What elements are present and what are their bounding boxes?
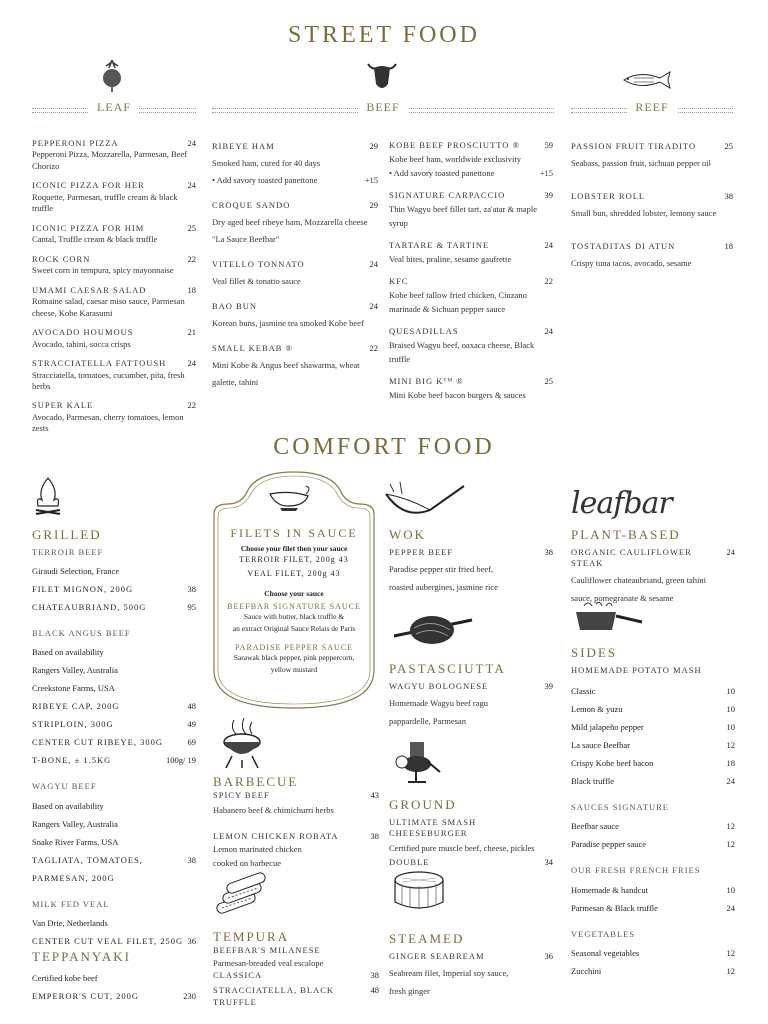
menu-item: STRACCIATELLA, BLACK TRUFFLE 48 (213, 985, 379, 1007)
grilled-title: GRILLED (32, 527, 102, 542)
pasta-section (389, 660, 553, 730)
menu-item: RIBEYE HAM 29 Smoked ham, cured for 40 days • Add savory toasted panettone +15 (212, 141, 378, 185)
menu-item: UMAMI CAESAR SALAD 18 Romaine salad, caesar miso sauce, Parmesan cheese, Kobe Karasumi (32, 284, 196, 318)
ground-title: GROUND (389, 797, 457, 812)
tempura-sub: BEEFBAR'S MILANESE (213, 944, 321, 955)
grill-icon (220, 716, 264, 768)
menu-item: PEPPERONI PIZZA 24 Pepperoni Pizza, Mozzarella, Parmesan, Beef Chorizo (32, 138, 196, 171)
street-food-title: STREET FOOD (288, 22, 480, 48)
wok-title: WOK (389, 527, 427, 542)
frying-pan-icon (572, 600, 644, 636)
note: Rangers Valley, Australia (32, 665, 118, 676)
item-desc: Certified pure muscle beef, cheese, pickles (389, 843, 535, 854)
filets-title: FILETS IN SAUCE (230, 526, 358, 540)
wok-icon (380, 480, 466, 522)
menu-line: RIBEYE CAP, 200G 48 (32, 701, 196, 712)
menu-item: ULTIMATE SMASH CHEESEBURGER (389, 816, 477, 839)
plant-title: PLANT-BASED (571, 527, 681, 542)
menu-item: SPICY BEEF 43 (213, 789, 379, 800)
item-desc: Habanero beef & chimichurri herbs (213, 805, 334, 816)
menu-item: AVOCADO HOUMOUS 21 Avocado, tahini, socca crisps (32, 327, 196, 349)
campfire-icon (32, 476, 64, 516)
reef-column (571, 138, 733, 280)
leafbar-logo: leafbar (571, 486, 672, 521)
menu-item: ROCK CORN 22 Sweet corn in tempura, spicy mayonnaise (32, 253, 196, 276)
beef-column-2 (389, 138, 553, 410)
fish-icon (620, 70, 672, 90)
menu-line: STRIPLOIN, 300G 49 (32, 719, 196, 730)
menu-item: MINI BIG Kᵀᴹ ® 25 Mini Kobe beef bacon burgers & sauces (389, 376, 553, 401)
menu-line: Paradise pepper sauce 12 (571, 839, 735, 850)
subheading: VEGETABLES (571, 928, 636, 939)
item-desc: Cauliflower chateaubriand, green tahini (571, 575, 706, 586)
beef-heading: BEEF (212, 100, 554, 120)
note: Giraudi Selection, France (32, 566, 120, 577)
subheading: BLACK ANGUS BEEF (32, 628, 131, 639)
menu-item: PASSION FRUIT TIRADITO 25 Seabass, passion fruit, sichuan pepper oil (571, 141, 733, 168)
item-desc: Homemade Wagyu beef ragu (389, 698, 488, 709)
menu-item: CROQUE SANDO 29 Dry aged beef ribeye ham, Mozzarella cheese "La Sauce Beefbar" (212, 200, 378, 244)
filets-note: Choose your filet then your sauce (240, 544, 348, 553)
note: Van Drie, Netherlands (32, 918, 108, 929)
menu-line: Zucchini 12 (571, 966, 735, 977)
note: Snake River Farms, USA (32, 836, 119, 847)
note: Certified kobe beef (32, 972, 98, 983)
item-desc: roasted aubergines, jasmine rice (389, 582, 498, 593)
menu-item: LOBSTER ROLL 38 Small bun, shredded lobster, lemony sauce (571, 191, 733, 218)
beef-column-1 (212, 138, 378, 399)
menu-item: GINGER SEABREAM 36 (389, 950, 553, 961)
sides-title: SIDES (571, 645, 618, 660)
teppanyaki-title: TEPPANYAKI (32, 949, 131, 964)
menu-item: ICONIC PIZZA FOR HIM 25 Cantal, Truffle cream & black truffle (32, 222, 196, 245)
filets-section (214, 526, 374, 676)
menu-item: TARTARE & TARTINE 24 Veal bites, praline, sesame gaufrette (389, 240, 553, 265)
menu-item: ICONIC PIZZA FOR HER 24 Roquette, Parmesan, truffle cream & black truffle (32, 180, 196, 214)
menu-item: SUPER KALE 22 Avocado, Parmesan, cherry tomatoes, lemon zests (32, 400, 196, 434)
menu-item: SIGNATURE CARPACCIO 39 Thin Wagyu beef fillet tart, za'atar & maple syrup (389, 190, 553, 229)
sauce-desc: an extract Original Sauce Relais de Paris (232, 624, 356, 633)
menu-line: CHATEAUBRIAND, 500G 95 (32, 602, 196, 613)
item-desc: fresh ginger (389, 986, 430, 997)
sauce-desc: Sauce with butter, black truffle & (243, 612, 345, 621)
note: Based on availability (32, 800, 104, 811)
menu-line: Homemade & handcut 10 (571, 884, 735, 895)
menu-item: KFC 22 Kobe beef tallow fried chicken, Cinzano marinade & Sichuan pepper sauce (389, 276, 553, 315)
menu-line: EMPEROR'S CUT, 200G 230 (32, 990, 196, 1001)
tempura-icon (212, 872, 268, 920)
subheading: HOMEMADE POTATO MASH (571, 664, 702, 675)
menu-line: La sauce Beefbar 12 (571, 740, 735, 751)
menu-line: FILET MIGNON, 200G 38 (32, 584, 196, 595)
sauce-title: PARADISE PEPPER SAUCE (234, 643, 354, 652)
menu-line: Black truffle 24 (571, 776, 735, 787)
menu-item: STRACCIATELLA FATTOUSH 24 Stracciatella, tomatoes, cucumber, pita, fresh herbs (32, 358, 196, 391)
barbecue-title: BARBECUE (213, 774, 299, 789)
steamed-section (389, 930, 553, 1000)
barbecue-section (213, 773, 379, 870)
sauce-note: Choose your sauce (264, 589, 324, 598)
subheading: SAUCES SIGNATURE (571, 802, 669, 813)
meat-grinder-icon (392, 738, 442, 784)
menu-line: Seasonal vegetables 12 (571, 948, 735, 959)
pasta-title: PASTASCIUTTA (389, 661, 506, 676)
plant-section (571, 526, 735, 607)
note: Based on availability (32, 647, 104, 658)
menu-line: TAGLIATA, TOMATOES, PARMESAN, 200G 38 (32, 854, 196, 883)
sauce-desc: yellow mustard (270, 665, 318, 674)
sauce-title: BEEFBAR SIGNATURE SAUCE (227, 602, 361, 611)
wok-section (389, 526, 553, 596)
menu-item: PEPPER BEEF 38 (389, 546, 553, 557)
tempura-section (213, 928, 379, 1008)
grilled-section (32, 526, 196, 950)
menu-item: TOSTADITAS DI ATUN 18 Crispy tuna tacos, avocado, sesame (571, 241, 733, 268)
item-desc: cooked on barbecue (213, 858, 281, 869)
menu-item: SMALL KEBAB ® 22 Mini Kobe & Angus beef shawarma, wheat galette, tahini (212, 343, 378, 387)
bull-head-icon (366, 58, 398, 94)
item-desc: Parmesan-breaded veal escalope (213, 958, 324, 969)
menu-item: QUESADILLAS 24 Braised Wagyu beef, oaxaca cheese, Black truffle (389, 326, 553, 365)
leaf-column (32, 138, 196, 443)
leaf-heading: LEAF (32, 100, 196, 120)
reef-heading: REEF (571, 100, 733, 120)
menu-item: DOUBLE 34 (389, 857, 553, 868)
note: Rangers Valley, Australia (32, 818, 118, 829)
item-desc: Lemon marinated chicken (213, 844, 302, 855)
menu-line: Crispy Kobe beef bacon 18 (571, 758, 735, 769)
comfort-food-title: COMFORT FOOD (273, 434, 495, 460)
menu-line: T-BONE, ± 1.5KG 100g/ 19 (32, 755, 196, 766)
item-desc: sauce, pomegranate & sesame (571, 593, 674, 604)
subheading: WAGYU BEEF (32, 781, 97, 792)
item-desc: pappardelle, Parmesan (389, 716, 466, 727)
tempura-title: TEMPURA (213, 929, 290, 944)
menu-item: BAO BUN 24 Korean buns, jasmine tea smoked Kobe beef (212, 301, 378, 328)
menu-item: KOBE BEEF PROSCIUTTO ® 59 Kobe beef ham, worldwide exclusivity • Add savory toasted panettone +15 (389, 140, 553, 179)
menu-item: LEMON CHICKEN ROBATA 38 (213, 831, 379, 842)
steamed-title: STEAMED (389, 931, 465, 946)
menu-item: VITELLO TONNATO 24 Veal fillet & tonatto sauce (212, 259, 378, 286)
subheading: OUR FRESH FRENCH FRIES (571, 865, 701, 876)
beet-icon (100, 58, 124, 92)
subheading: MILK FED VEAL (32, 898, 110, 909)
menu-line: Mild jalapeño pepper 10 (571, 722, 735, 733)
menu-line: Lemon & yuzu 10 (571, 704, 735, 715)
menu-line: CENTER CUT VEAL FILET, 250G 36 (32, 936, 196, 947)
menu-line: Classic 10 (571, 686, 735, 697)
menu-line: Beefbar sauce 12 (571, 821, 735, 832)
menu-item: ORGANIC CAULIFLOWER STEAK 24 (571, 546, 735, 569)
sides-section (571, 644, 735, 980)
subheading: TERROIR BEEF (32, 546, 104, 557)
filets-option: VEAL FILET, 200g 43 (247, 569, 341, 578)
steamer-basket-icon (392, 868, 446, 916)
item-desc: Paradise pepper stir fried beef, (389, 564, 494, 575)
menu-line: CENTER CUT RIBEYE, 300G 69 (32, 737, 196, 748)
ground-section (389, 796, 553, 869)
item-desc: Seabream filet, Imperial soy sauce, (389, 968, 509, 979)
teppanyaki-section (32, 948, 196, 1005)
menu-item: WAGYU BOLOGNESE 39 (389, 680, 553, 691)
menu-line: Parmesan & Black truffle 24 (571, 902, 735, 913)
menu-item: CLASSICA 38 (213, 970, 379, 981)
filets-option: TERROIR FILET, 200g 43 (239, 555, 349, 564)
sauce-desc: Sarawak black pepper, pink peppercorn, (233, 653, 355, 662)
gravy-boat-icon (266, 484, 312, 512)
note: Creekstone Farms, USA (32, 683, 115, 694)
pasta-icon (390, 608, 476, 650)
